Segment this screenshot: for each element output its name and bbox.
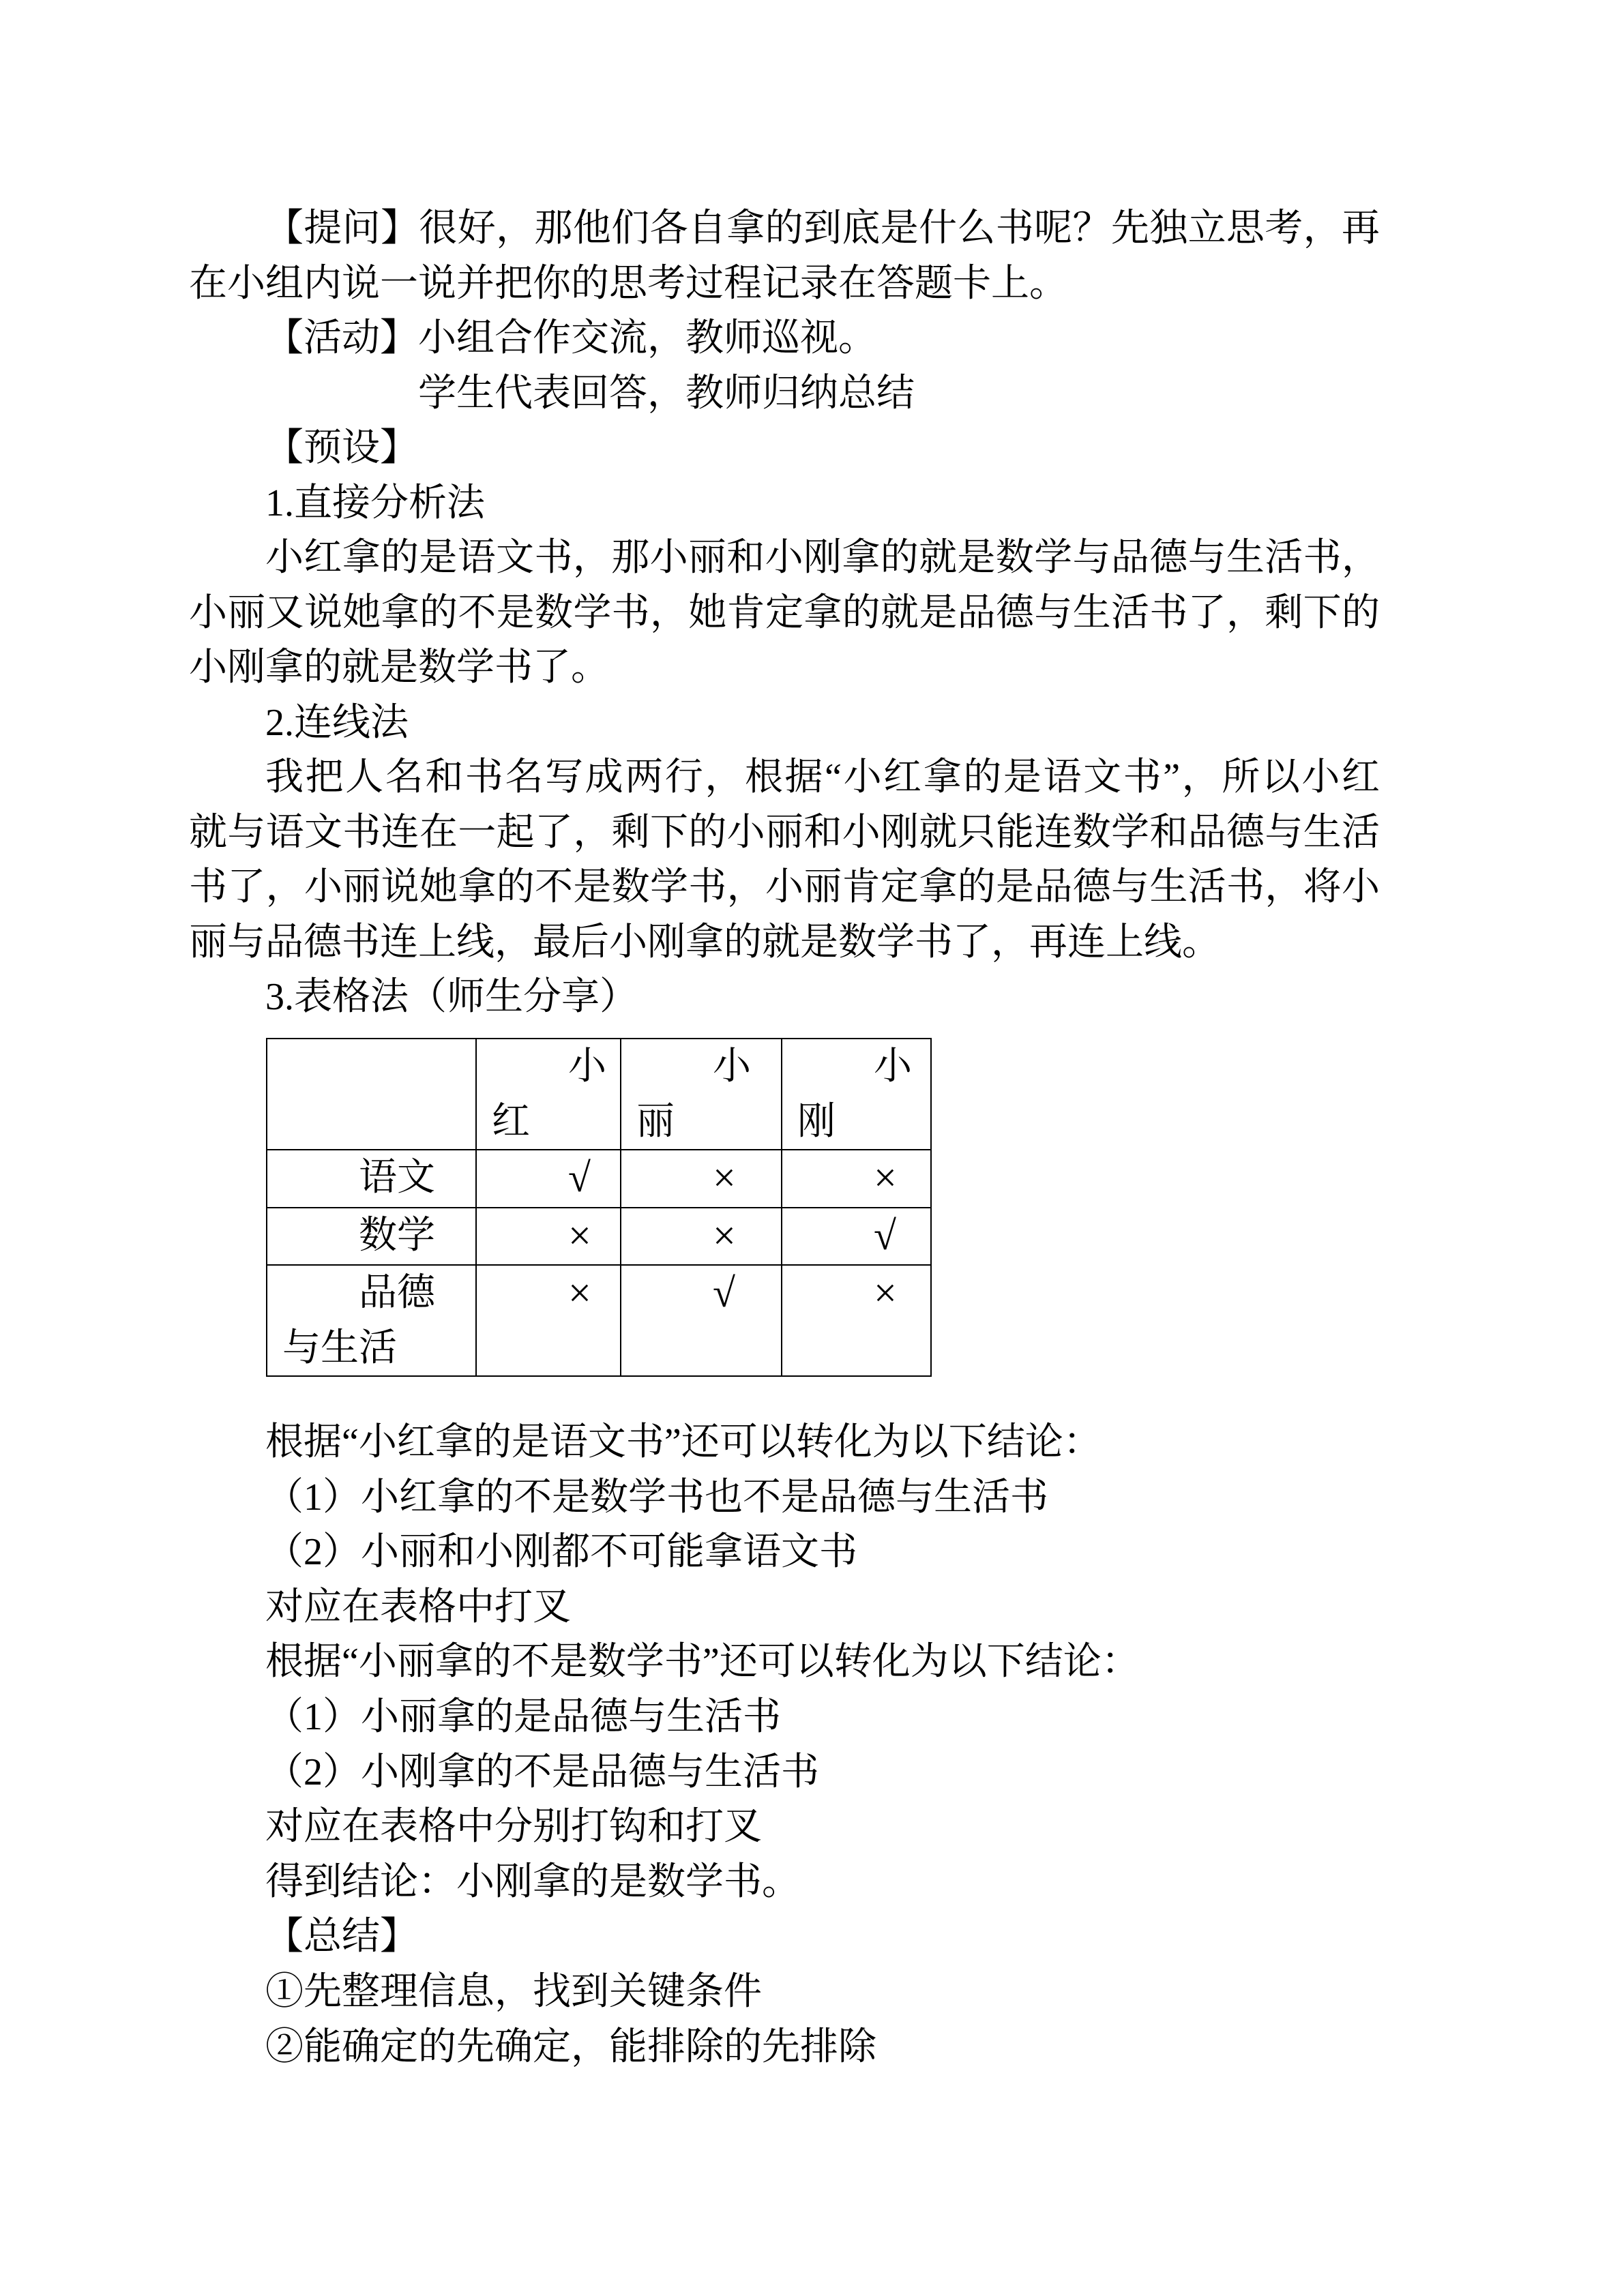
method-text-line: 小红拿的是语文书，那小丽和小刚拿的就是数学与品德与生活书， <box>265 537 1380 579</box>
logic-table <box>266 1038 932 1377</box>
mark-cell <box>476 1208 621 1266</box>
method-title: 2.连线法 <box>265 701 409 744</box>
table-row <box>267 1265 931 1376</box>
table-header-row <box>267 1039 931 1150</box>
deduction-item: （1）小红拿的不是数学书也不是品德与生活书 <box>265 1476 1048 1519</box>
mark: × <box>568 1212 591 1258</box>
method-text-line: 小刚拿的就是数学书了。 <box>189 646 609 689</box>
row-label: 品德与生活 <box>267 1265 476 1376</box>
activity-line: 学生代表回答，教师归纳总结 <box>418 372 915 415</box>
method-text-line: 书了，小丽说她拿的不是数学书，小丽肯定拿的是品德与生活书，将小 <box>189 866 1380 908</box>
table-row <box>267 1208 931 1266</box>
table-corner-cell <box>267 1039 476 1150</box>
column-header: 小刚 <box>782 1039 931 1150</box>
mark-cell <box>476 1265 621 1376</box>
mark: √ <box>874 1212 896 1258</box>
mark: √ <box>713 1270 735 1315</box>
summary-heading: 【总结】 <box>265 1915 418 1958</box>
mark: √ <box>568 1155 591 1200</box>
deduction-premise: 根据“小丽拿的不是数学书”还可以转化为以下结论： <box>265 1641 1140 1684</box>
result-line: 得到结论：小刚拿的是数学书。 <box>265 1860 800 1903</box>
question-line: 在小组内说一说并把你的思考过程记录在答题卡上。 <box>189 262 1067 305</box>
method-title: 3.表格法（师生分享） <box>265 976 638 1018</box>
method-text-line: 我把人名和书名写成两行，根据“小红拿的是语文书”，所以小红 <box>265 756 1380 799</box>
deduction-action: 对应在表格中打叉 <box>265 1585 571 1628</box>
deduction-item: （2）小丽和小刚都不可能拿语文书 <box>265 1531 857 1574</box>
method-text-line: 小丽又说她拿的不是数学书，她肯定拿的就是品德与生活书了，剩下的 <box>189 591 1380 634</box>
column-header: 小丽 <box>621 1039 782 1150</box>
mark-cell <box>782 1208 931 1266</box>
mark: × <box>713 1212 736 1258</box>
deduction-action: 对应在表格中分别打钩和打叉 <box>265 1806 762 1849</box>
mark-cell <box>621 1265 782 1376</box>
deduction-item: （2）小刚拿的不是品德与生活书 <box>265 1750 819 1793</box>
deduction-premise: 根据“小红拿的是语文书”还可以转化为以下结论： <box>265 1421 1102 1463</box>
row-label: 语文 <box>267 1150 476 1208</box>
mark: × <box>713 1155 736 1200</box>
method-text-line: 丽与品德书连上线，最后小刚拿的就是数学书了，再连上线。 <box>189 921 1220 964</box>
mark: × <box>568 1270 591 1315</box>
summary-item: ①先整理信息，找到关键条件 <box>265 1970 762 2013</box>
mark: × <box>874 1270 897 1315</box>
preset-heading: 【预设】 <box>265 427 418 469</box>
row-label: 数学 <box>267 1208 476 1266</box>
question-line: 【提问】很好，那他们各自拿的到底是什么书呢？先独立思考，再 <box>265 207 1380 250</box>
mark-cell <box>476 1150 621 1208</box>
mark-cell <box>782 1265 931 1376</box>
mark-cell <box>621 1208 782 1266</box>
mark-cell <box>782 1150 931 1208</box>
activity-line: 【活动】小组合作交流，教师巡视。 <box>265 317 876 359</box>
mark-cell <box>621 1150 782 1208</box>
mark: × <box>874 1155 897 1200</box>
method-text-line: 就与语文书连在一起了，剩下的小丽和小刚就只能连数学和品德与生活 <box>189 811 1380 854</box>
deduction-section <box>189 1415 1380 2074</box>
table-row <box>267 1150 931 1208</box>
column-header: 小红 <box>476 1039 621 1150</box>
deduction-item: （1）小丽拿的是品德与生活书 <box>265 1695 781 1738</box>
summary-item: ②能确定的先确定，能排除的先排除 <box>265 2025 876 2068</box>
document-body <box>189 201 1380 2074</box>
logic-table-wrapper <box>266 1038 1380 1377</box>
method-title: 1.直接分析法 <box>265 481 485 524</box>
